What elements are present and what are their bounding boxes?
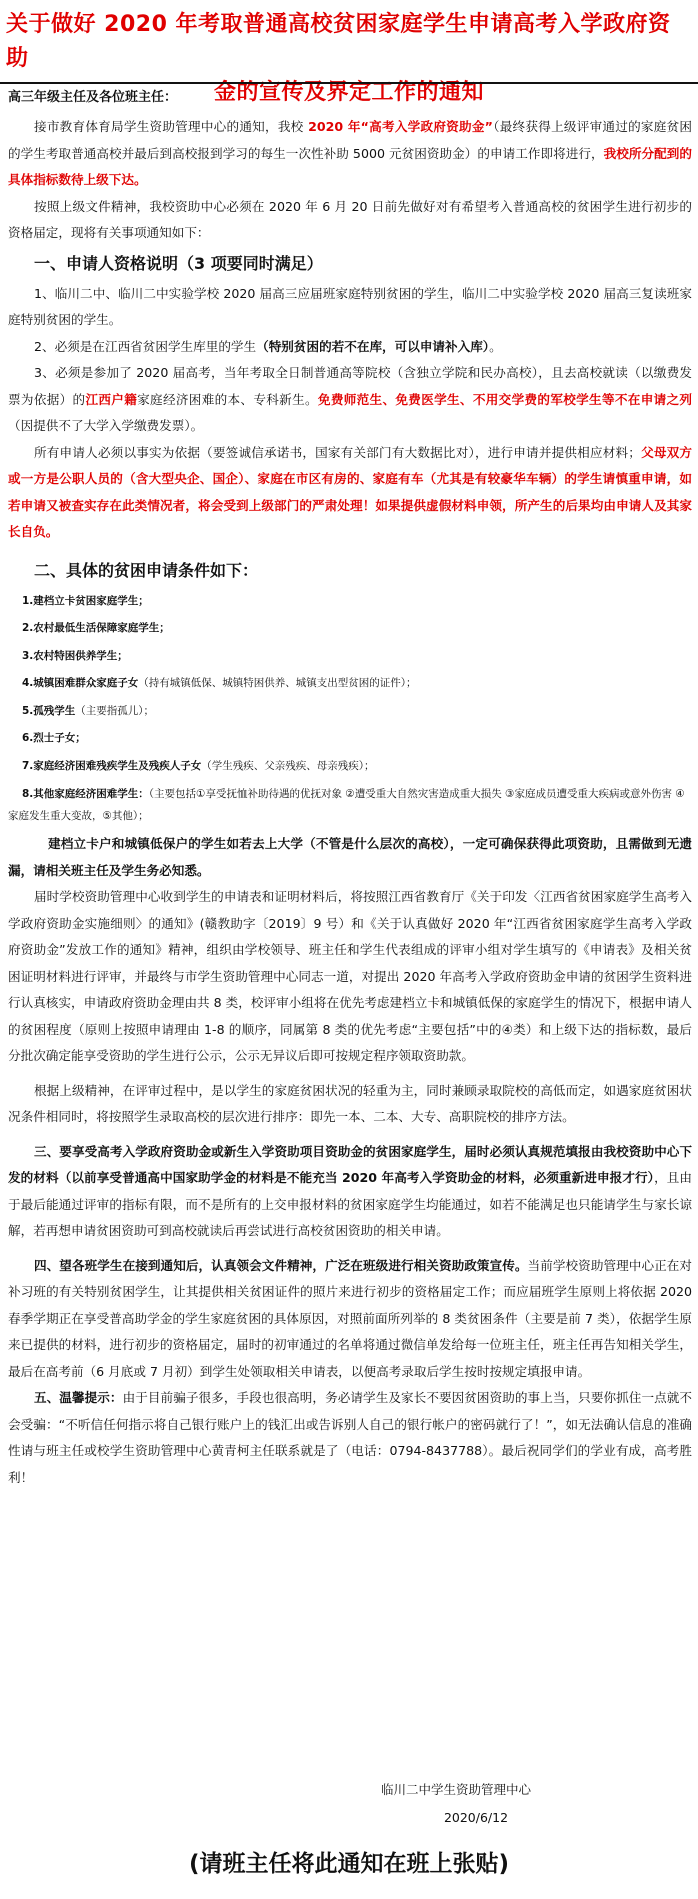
section-2-paragraph-a: 届时学校资助管理中心收到学生的申请表和证明材料后，将按照江西省教育厅《关于印发〈江西省贫困家庭学生高考入学政府资助金实施细则〉的通知》(赣教助字〔2019〕9 号）和《关于认真做好 2020 年“江西省贫困家庭学生高考入学政府资助金”发放工作的通知》精神，组织由学校领导、班主任和学生代表组成的评审小组对学生填写的《申请表》及相关贫困证明材料进行评审，并最终与市学生资助管理中心同志一道，对提出 2020 年高考入学政府资助金申请的贫困学生资料进行认真核实，申请政府资助金理由共 8 类，校评审小组将在优先考虑建档立卡和城镇低保的家庭学生的情况下，根据申请人的贫困程度（原则上按照申请理由 1-8 的顺序，同属第 8 类的优先考虑“主要包括”中的④类）和上级下达的指标数，最后分批次确定能享受资助的学生进行公示，公示无异议后即可按规定程序领取资助款。 [8,889,692,1063]
condition-note: （主要包括①享受抚恤补助待遇的优抚对象 ②遭受重大自然灾害造成重大损失 ③家庭成员遭受重大疾病或意外伤害 ④家庭发生重大变故，⑤其他）； [8,788,685,822]
condition-key: 8.其他家庭经济困难学生： [22,788,149,800]
condition-item [8,615,692,643]
signature-date: 2020/6/12 [443,1810,509,1825]
item2-text: 2、必须是在江西省贫困学生库里的学生 [34,338,257,354]
condition-key: 5.孤残学生 [22,704,76,717]
section-1-note [8,440,692,546]
paragraph-2: 按照上级文件精神，我校资助中心必须在 2020 年 6 月 20 日前先做好对有希望考入普通高校的贫困学生进行初步的资格届定，现将有关事项通知如下： [8,198,692,240]
intro-paragraph [8,114,692,194]
section-3-bold-a: 三、要享受高考入学政府资助金或新生入学资助项目资助金的贫困家庭学生，届时必须认真规范填报由我校资助中心下发的材料 [8,1143,692,1185]
section-1-item-2 [8,334,692,361]
condition-key: 1.建档立卡贫困家庭学生； [22,594,149,607]
section-3-bold-b: （以前享受普通高中国家助学金的材料是不能充当 2020 年高考入学资助金的材料，必须重新进申报才行） [58,1170,655,1185]
intro-fund-name: 2020 年“高考入学政府资助金” [303,119,493,134]
title-line-1: 关于做好 2020 年考取普通高校贫困家庭学生申请高考入学政府资助 [6,12,671,71]
section-5-paragraph [8,1385,692,1491]
condition-note: （学生残疾、父亲残疾、母亲残疾）； [201,759,375,772]
section-1-item-3 [8,360,692,440]
section-4-bold: 四、望各班学生在接到通知后，认真领会文件精神，广泛在班级进行相关资助政策宣传。 [34,1257,528,1273]
condition-list [8,588,692,832]
section-2-heading: 二、具体的贫困申请条件如下： [34,560,259,580]
condition-key: 7.家庭经济困难残疾学生及残疾人子女 [22,759,202,772]
condition-item [8,780,692,831]
note-warning: 父母双方或一方是公职人员的（含大型央企、国企）、家庭在市区有房的、家庭有车（尤其是有较豪华车辆）的学生请慎重申请，如若申请又被查实存在此类情况者，将会受到上级部门的严肃处理！如果提供虚假材料申领，所产生的后果均由申请人及其家长自负。 [8,444,693,539]
condition-item [8,753,692,781]
section-2-emphasis: 建档立卡户和城镇低保户的学生如若去上大学（不管是什么层次的高校），一定可确保获得此项资助，且需做到无遗漏，请相关班主任及学生务必知悉。 [8,836,692,878]
item3-text-c: 家庭经济困难的本、专科新生。 [137,391,318,407]
intro-text-a: 接市教育体育局学生资助管理中心的通知，我校 [34,119,304,134]
item2-end: 。 [489,338,502,354]
condition-item [8,725,692,753]
condition-key: 6.烈士子女； [22,732,86,744]
condition-item [8,588,692,616]
section-5-label: 五、温馨提示： [34,1390,123,1405]
section-3-text: ，且由于最后能通过评审的指标有限，而不是所有的上交申报材料的贫困家庭学生均能通过，如若不能满足也只能请学生与家长谅解，若再想申请贫困资助可到高校就读后再尝试进行高校贫困资助的相关申请。 [8,1170,693,1238]
section-3-paragraph [8,1139,692,1245]
condition-key: 3.农村特困供养学生； [22,649,128,662]
condition-item [8,698,692,726]
section-4-text: 当前学校资助管理中心正在对补习班的有关特别贫困学生，让其提供相关贫困证件的照片来进行初步的资格届定工作；而应届班学生原则上将依据 2020 春季学期正在享受普高助学金的学生家庭贫困的具体原因，对照前面所列举的 8 类贫困条件（主要是前 7 类），依据学生原来已提供的材料，进行初步的资格届定，届时的初审通过的名单将通过微信单发给每一位班主任，班主任再告知相关学生，最后在高考前（6 月底或 7 月初）到学生处领取相关申请表，以便高考录取后学生按时按规定填报申请。 [8,1257,693,1379]
condition-key: 4.城镇困难群众家庭子女 [22,677,139,689]
section-1-item-1: 1、临川二中、临川二中实验学校 2020 届高三应届班家庭特别贫困的学生，临川二中实验学校 2020 届高三复读班家庭特别贫困的学生。 [8,285,692,327]
section-4-paragraph [8,1253,692,1386]
item3-red-a: 江西户籍 [85,391,138,407]
condition-item [8,670,692,698]
section-1-heading: 一、申请人资格说明（3 项要同时满足） [34,253,323,273]
addressee: 高三年级主任及各位班主任： [8,90,178,105]
note-text: 所有申请人必须以事实为依据（要签诚信承诺书，国家有关部门有大数据比对），进行申请并提供相应材料； [34,444,641,460]
section-5-text: 由于目前骗子很多，手段也很高明，务必请学生及家长不要因贫困资助的事上当，只要你抓住一点就不会受骗：“不听信任何指示将自己银行账户上的钱汇出或告诉别人自己的银行帐户的密码就行了！”，如无法确认信息的准确性请与班主任或校学生资助管理中心黄青柯主任联系就是了（电话：0794-8437788）。最后祝同学们的学业有成，高考胜利！ [8,1390,693,1485]
notice-body [8,114,692,1491]
condition-item [8,643,692,671]
section-2-paragraph-b: 根据上级精神，在评审过程中，是以学生的家庭贫困状况的轻重为主，同时兼顾录取院校的高低而定，如遇家庭贫困状况条件相同时，将按照学生录取高校的层次进行排序：即先一本、二本、大专、高职院校的排序方法。 [8,1082,692,1124]
signature-org: 临川二中学生资助管理中心 [380,1782,531,1797]
item3-text-a: 3、必须是参加了 2020 届高考，当年考取全日制普通高等院校（含独立学院和民办高校），且去高校就读（以缴费发票为依据）的 [8,365,692,407]
item3-text-e: （因提供不了大学入学缴费发票）。 [8,418,204,433]
item2-bold: （特别贫困的若不在库，可以申请补入库） [256,338,490,354]
item3-red-d: 免费师范生、免费医学生、不用交学费的军校学生等不在申请之列 [317,391,693,407]
signature-block [336,1776,576,1832]
intro-quota-note: 我校所分配到的具体指标数待上级下达。 [8,145,693,187]
condition-note: （主要指孤儿）； [75,704,155,717]
title-line-2: 金的宣传及界定工作的通知 [213,80,484,105]
condition-key: 2.农村最低生活保障家庭学生； [22,622,170,634]
condition-note: （持有城镇低保、城镇特困供养、城镇支出型贫困的证件）； [138,677,417,689]
intro-text-c: （最终获得上级评审通过的家庭贫困的学生考取普通高校并最后到高校报到学习的每生一次性补助 5000 元贫困资助金）的申请工作即将进行， [8,119,692,161]
posting-instruction: (请班主任将此通知在班上张贴) [188,1851,510,1877]
